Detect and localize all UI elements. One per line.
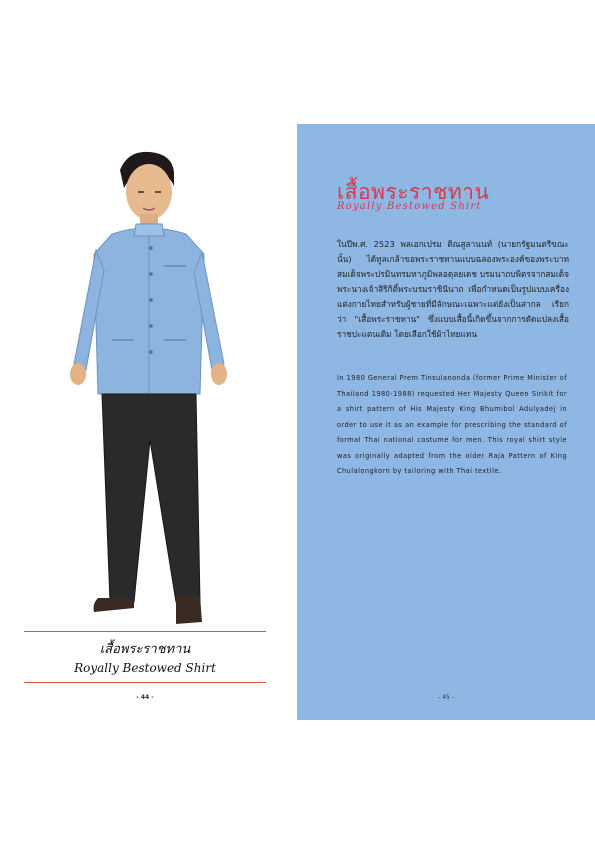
page-number-right: - 45 - [438, 694, 454, 701]
man-in-royal-shirt-illustration [58, 150, 258, 630]
body-english: In 1980 General Prem Tinsulanonda (former Prime Minister of Thailand 1980-1988) requested Her Majesty Queen Sirikit for a shirt pattern of His Majesty King Bhumibol Adulyadej in order to use it as an example for prescribing the standard of formal Thai national costume for men. This royal shirt style was originally adapted from the older Raja Pattern of King Chulalongkorn by tailoring with Thai textile. [337, 374, 567, 475]
illustration-caption [24, 638, 266, 675]
caption-bottom-rule [24, 682, 266, 683]
title-english: Royally Bestowed Shirt [337, 201, 482, 212]
caption-top-rule [24, 631, 266, 632]
page-number-left: - 44 - [136, 694, 154, 701]
caption-thai: เสื้อพระราชทาน [99, 642, 191, 657]
caption-english: Royally Bestowed Shirt [74, 661, 216, 675]
title-thai: เสื้อพระราชทาน [337, 180, 490, 204]
body-thai: ในปีพ.ศ. 2523 พลเอกเปรม ติณสูลานนท์ (นายกรัฐมนตรีขณะนั้น) ได้ทูลเกล้าขอพระราชทานแบบฉลองพระองค์ของพระบาทสมเด็จพระปรมินทรมหาภูมิพลอดุลยเดช บรมนาถบพิตรจากสมเด็จพระนางเจ้าสิริกิติ์พระบรมราชินีนาถ เพื่อกำหนดเป็นรูปแบบเครื่องแต่งกายไทยสำหรับผู้ชายที่มีลักษณะเฉพาะแต่ยังเป็นสากล เรียกว่า "เสื้อพระราชทาน" ซึ่งแบบเสื้อนี้เกิดขึ้นจากการดัดแปลงเสื้อราชปะแตนเดิม โดยเลือกใช้ผ้าไทยแทน [337, 239, 569, 339]
